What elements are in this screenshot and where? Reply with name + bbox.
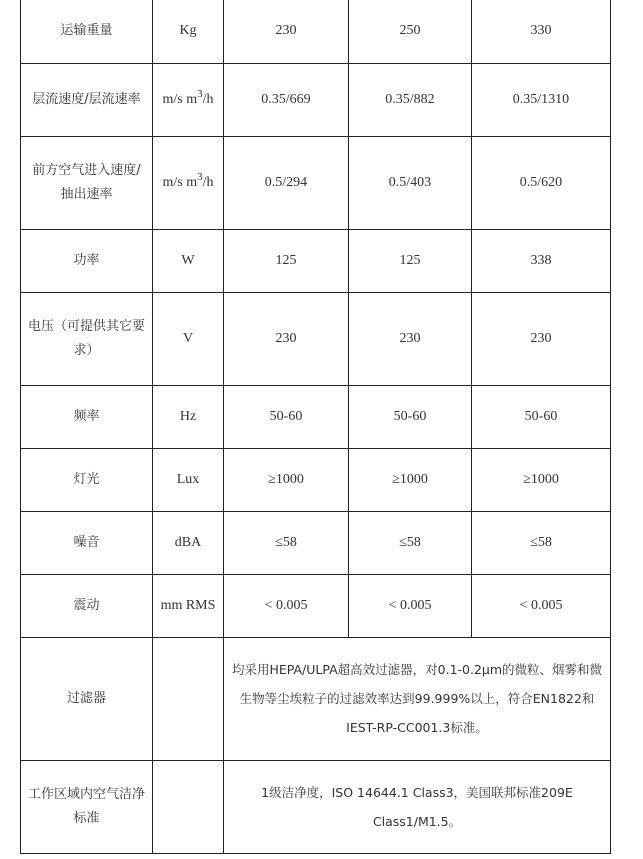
value-cell: 0.5/620 [472, 136, 611, 229]
param-cell: 频率 [21, 385, 153, 448]
value-cell: 125 [224, 229, 349, 292]
unit-cell: Lux [153, 448, 224, 511]
param-cell: 运输重量 [21, 0, 153, 63]
value-cell: 230 [349, 292, 472, 385]
unit-cell [153, 63, 224, 136]
value-cell: 50-60 [472, 385, 611, 448]
unit-superscript: 3 [197, 170, 203, 183]
unit-cell: W [153, 229, 224, 292]
value-cell: < 0.005 [472, 574, 611, 637]
value-cell: 125 [349, 229, 472, 292]
value-cell: 250 [349, 0, 472, 63]
param-cell: 震动 [21, 574, 153, 637]
value-cell: ≥1000 [472, 448, 611, 511]
param-cell: 过滤器 [21, 637, 153, 760]
value-cell: ≤58 [349, 511, 472, 574]
unit-cell [153, 760, 224, 853]
unit-tail: /h [202, 174, 214, 190]
unit-cell: mm RMS [153, 574, 224, 637]
table-row [21, 0, 611, 63]
param-cell: 灯光 [21, 448, 153, 511]
param-cell: 噪音 [21, 511, 153, 574]
value-cell: < 0.005 [349, 574, 472, 637]
param-cell: 电压（可提供其它要求） [21, 292, 153, 385]
table-row [21, 292, 611, 385]
param-cell: 前方空气进入速度/抽出速率 [21, 136, 153, 229]
value-cell: 230 [224, 0, 349, 63]
value-cell: 50-60 [224, 385, 349, 448]
param-cell: 工作区域内空气洁净标准 [21, 760, 153, 853]
table-row [21, 637, 611, 760]
value-cell: 0.35/882 [349, 63, 472, 136]
table-row [21, 448, 611, 511]
unit-cell: dBA [153, 511, 224, 574]
unit-cell: Hz [153, 385, 224, 448]
table-row [21, 229, 611, 292]
unit-tail: /h [202, 91, 214, 107]
value-cell: 230 [472, 292, 611, 385]
unit-cell: Kg [153, 0, 224, 63]
value-cell: 0.35/1310 [472, 63, 611, 136]
table-row [21, 574, 611, 637]
table-row [21, 760, 611, 853]
value-cell: 230 [224, 292, 349, 385]
merged-description-cell: 1级洁净度，ISO 14644.1 Class3，美国联邦标准209E Class1/M1.5。 [224, 760, 611, 853]
unit-main: m/s m [162, 91, 198, 107]
spec-table [20, 0, 611, 854]
unit-cell [153, 136, 224, 229]
value-cell: 0.5/294 [224, 136, 349, 229]
value-cell: ≥1000 [349, 448, 472, 511]
value-cell: 338 [472, 229, 611, 292]
param-cell: 层流速度/层流速率 [21, 63, 153, 136]
unit-superscript: 3 [197, 87, 203, 100]
param-cell: 功率 [21, 229, 153, 292]
unit-cell: V [153, 292, 224, 385]
table-row [21, 63, 611, 136]
value-cell: 0.35/669 [224, 63, 349, 136]
unit-main: m/s m [162, 174, 198, 190]
value-cell: 0.5/403 [349, 136, 472, 229]
value-cell: ≤58 [224, 511, 349, 574]
table-row [21, 385, 611, 448]
table-row [21, 136, 611, 229]
unit-cell [153, 637, 224, 760]
value-cell: < 0.005 [224, 574, 349, 637]
value-cell: 50-60 [349, 385, 472, 448]
value-cell: ≤58 [472, 511, 611, 574]
merged-description-cell: 均采用HEPA/ULPA超高效过滤器，对0.1-0.2μm的微粒、烟雾和微生物等尘埃粒子的过滤效率达到99.999%以上，符合EN1822和IEST-RP-CC001.3标准。 [224, 637, 611, 760]
value-cell: ≥1000 [224, 448, 349, 511]
value-cell: 330 [472, 0, 611, 63]
table-row [21, 511, 611, 574]
